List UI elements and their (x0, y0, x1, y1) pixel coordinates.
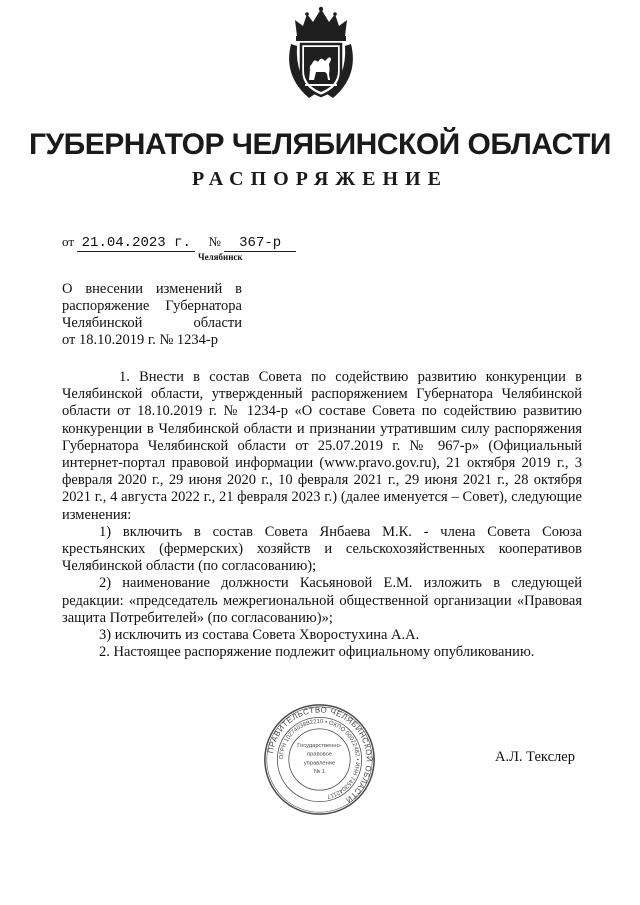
document-number: 367-р (224, 236, 296, 252)
subject-block (62, 281, 242, 349)
list-item-2: 2) наименование должности Касьяновой Е.М. изложить в следующей редакции: «председатель межрегиональной общественной организации «Правовая защита Потребителей» (по согласованию)»; (62, 575, 582, 626)
seal-center-line: № 1 (314, 768, 325, 775)
seal-id-text: ОГРН 1027403882210 • ОКПО 00022482 • ИНН 7453042117 (279, 719, 360, 800)
svg-text:ОГРН 1027403882210 • ОКПО 0002 (279, 719, 360, 799)
seal-outer-text: ПРАВИТЕЛЬСТВО ЧЕЛЯБИНСКОЙ ОБЛАСТИ (265, 705, 374, 805)
subject-line: Челябинской области (62, 315, 242, 331)
official-seal-stamp (262, 702, 377, 817)
subject-line: распоряжение Губернатора (62, 298, 242, 314)
date-number-line (62, 234, 296, 252)
list-item-3: 3) исключить из состава Совета Хворостухина А.А. (99, 627, 420, 644)
from-prefix: от (62, 234, 75, 249)
list-item-1: 1) включить в состав Совета Янбаева М.К. - члена Совета Союза крестьянских (фермерских) хозяйств и сельскохозяйственных кооперативов Челябинской области (по согласованию); (62, 523, 582, 575)
city-label: Челябинск (198, 252, 243, 262)
seal-center-line: правовое (306, 751, 333, 758)
seal-center-line: Государственно- (297, 743, 342, 750)
seal-center-line: управление (303, 760, 336, 767)
subject-line: О внесении изменений в (62, 281, 242, 297)
number-sign: № (208, 234, 221, 249)
signatory-name: А.Л. Текслер (495, 749, 575, 765)
coat-of-arms-emblem (281, 6, 361, 102)
paragraph-2: 2. Настоящее распоряжение подлежит официальному опубликованию. (99, 644, 535, 661)
paragraph-1: 1. Внести в состав Совета по содействию развитию конкуренции в Челябинской области, утвержденный распоряжением Губернатора Челябинской области от 18.10.2019 г. № 1234-р «О составе Совета по содействию развитию конкуренции в Челябинской области и признании утратившим силу распоряжения Губернатора Челябинской области от 25.07.2019 г. № 967-р» (Официальный интернет-портал правовой информации (www.pravo.gov.ru), 21 октября 2019 г., 3 февраля 2020 г., 29 июня 2020 г., 10 февраля 2021 г., 29 июня 2021 г., 28 октября 2021 г., 4 августа 2022 г., 21 февраля 2023 г.) (далее именуется – Совет), следующие изменения: (62, 369, 582, 523)
document-header-title: ГУБЕРНАТОР ЧЕЛЯБИНСКОЙ ОБЛАСТИ (29, 128, 611, 161)
subject-line: от 18.10.2019 г. № 1234-р (62, 332, 218, 348)
document-body (62, 369, 582, 661)
document-type-title: РАСПОРЯЖЕНИЕ (192, 168, 448, 190)
document-date: 21.04.2023 г. (77, 236, 195, 252)
